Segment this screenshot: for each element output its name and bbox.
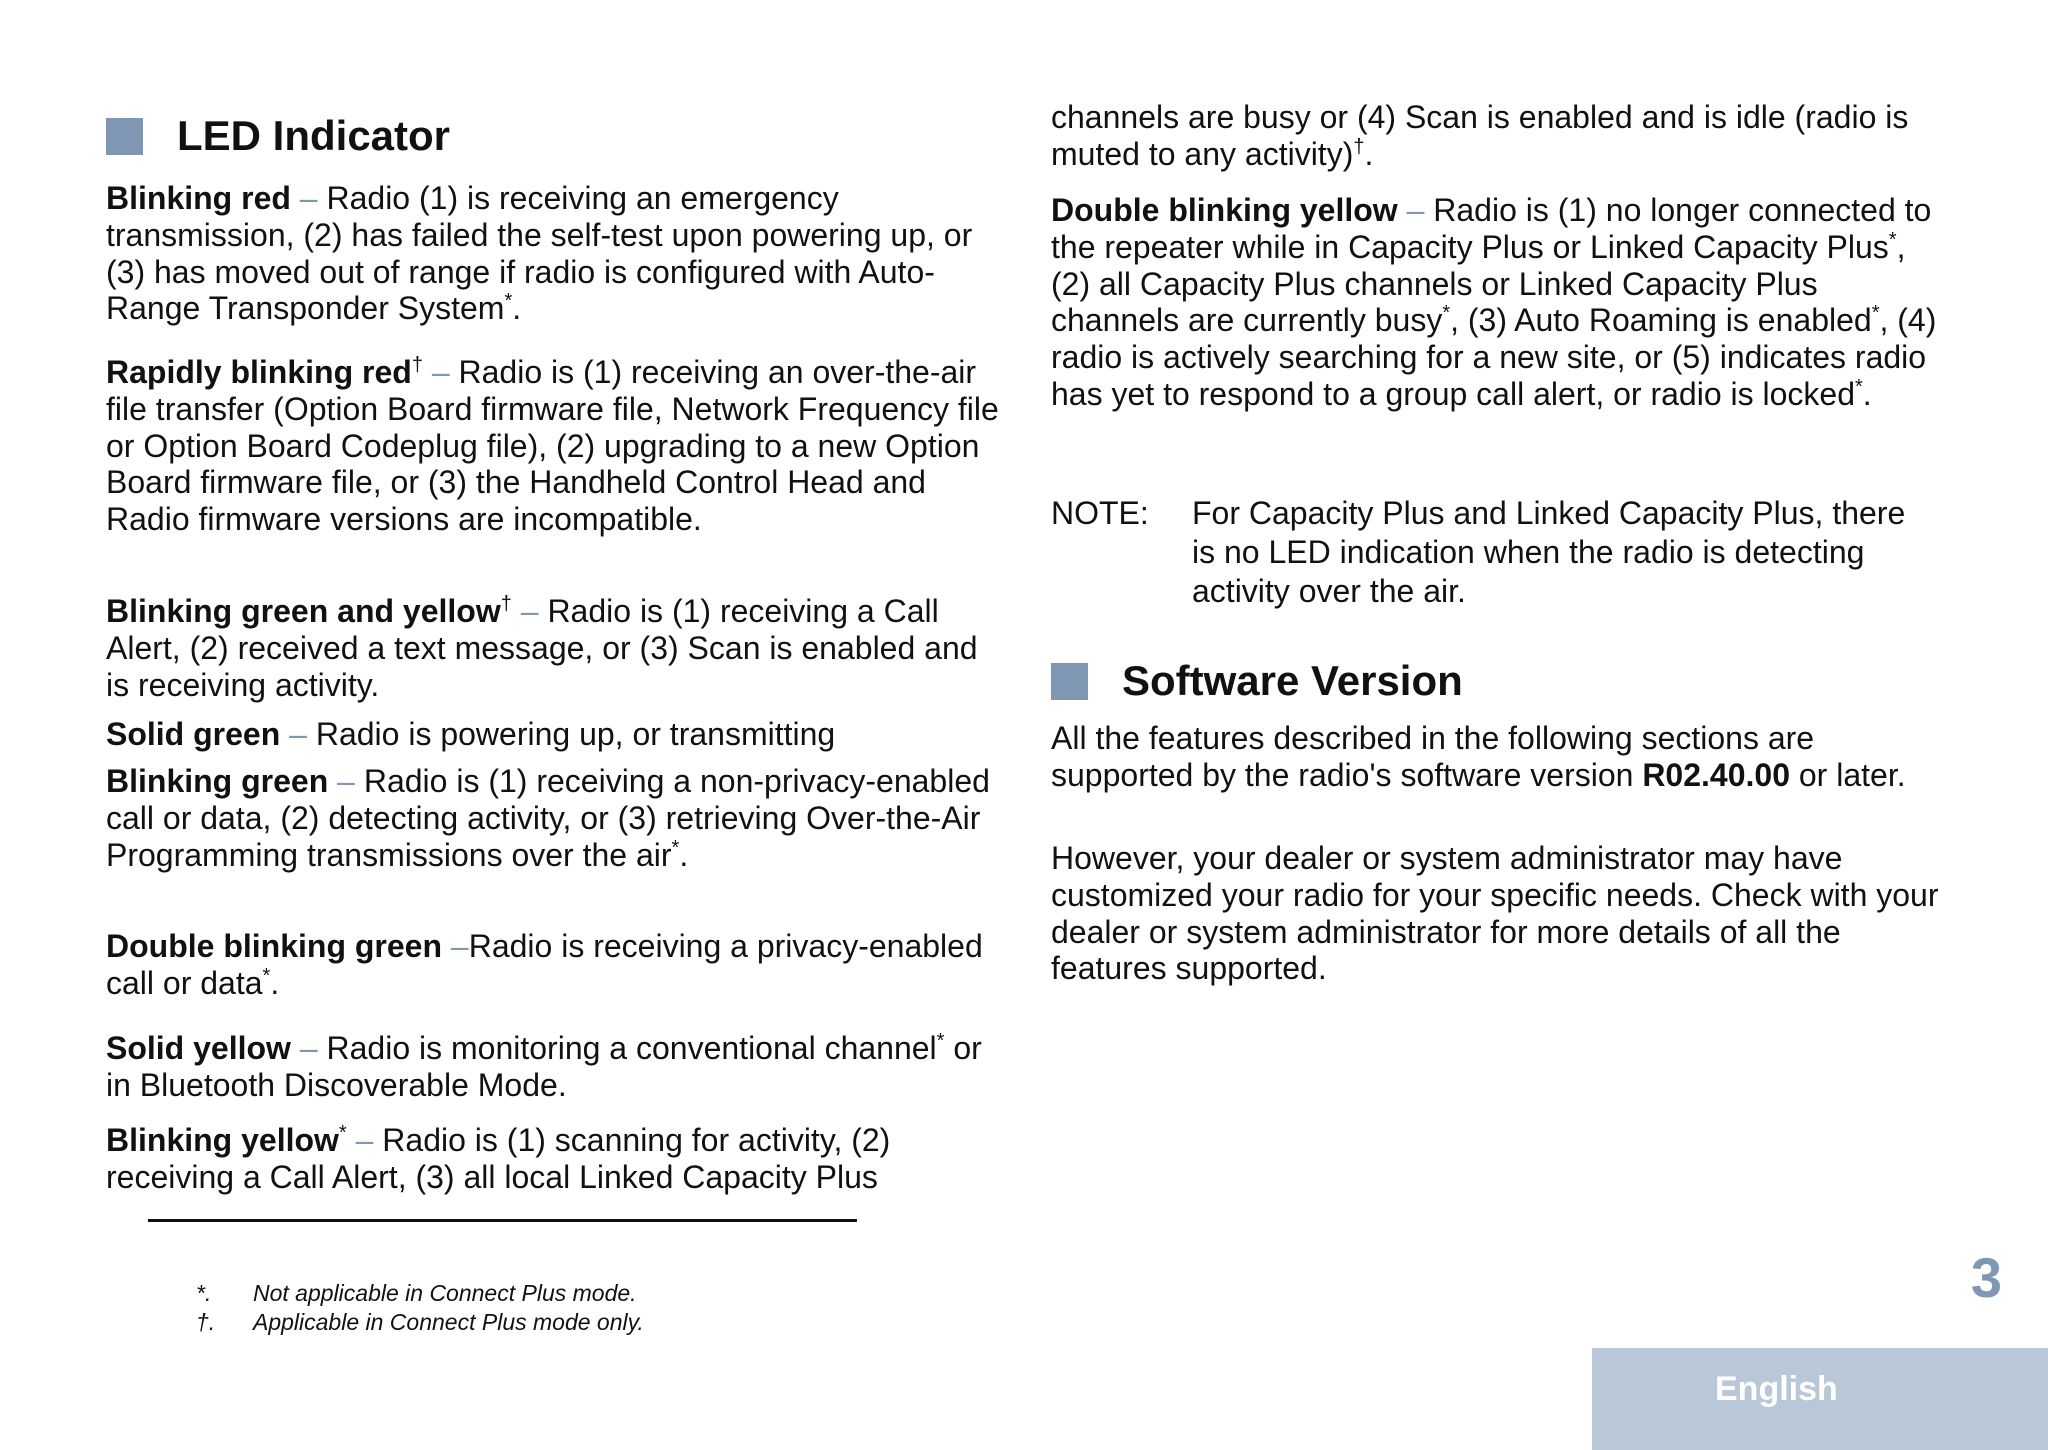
note-label: NOTE:	[1051, 495, 1149, 531]
led-indicator-heading	[106, 112, 450, 160]
software-version-heading	[1051, 657, 1463, 705]
led-entry-rapidly-blinking-red: Rapidly blinking red† – Radio is (1) receiving an over-the-air file transfer (Option Board firmware file, Network Frequency file or Option Board Codeplug file), (2) upgrading to a new Option Board firmware file, or (3) the Handheld Control Head and Radio firmware versions are incompatible.	[106, 354, 999, 538]
led-entry-double-blinking-yellow: Double blinking yellow – Radio is (1) no longer connected to the repeater while in Capacity Plus or Linked Capacity Plus*, (2) all Capacity Plus channels or Linked Capacity Plus channels are currently busy*, (3) Auto Roaming is enabled*, (4) radio is actively searching for a new site, or (5) indicates radio has yet to respond to a group call alert, or radio is locked*.	[1051, 192, 1937, 412]
note-text: For Capacity Plus and Linked Capacity Plus, there is no LED indication when the radio is detecting activity over the air.	[1192, 495, 1906, 609]
software-paragraph-2: However, your dealer or system administrator may have customized your radio for your specific needs. Check with your dealer or system administrator for more details of all the features supported.	[1051, 840, 1939, 987]
software-version-number: R02.40.00	[1642, 756, 1790, 793]
section-title: LED Indicator	[177, 112, 451, 159]
language-tab	[1592, 1348, 2048, 1450]
led-entry-blinking-yellow: Blinking yellow* – Radio is (1) scanning for activity, (2) receiving a Call Alert, (3) all local Linked Capacity Plus	[106, 1122, 891, 1195]
software-paragraph-1: All the features described in the following sections are supported by the radio's software version R02.40.00 or later.	[1051, 720, 1906, 793]
heading-square-icon	[1051, 663, 1088, 700]
led-entry-blinking-green-yellow: Blinking green and yellow† – Radio is (1) receiving a Call Alert, (2) received a text message, or (3) Scan is enabled and is receiving activity.	[106, 593, 978, 703]
page-number: 3	[1970, 1246, 2002, 1309]
led-entry-blinking-green: Blinking green – Radio is (1) receiving a non-privacy-enabled call or data, (2) detecting activity, or (3) retrieving Over-the-Air Programming transmissions over the air*.	[106, 763, 990, 873]
footnote-divider	[148, 1219, 857, 1222]
led-entry-blinking-red: Blinking red – Radio (1) is receiving an emergency transmission, (2) has failed the self-test upon powering up, or (3) has moved out of range if radio is configured with Auto-Range Transponder System*.	[106, 180, 973, 327]
led-entry-solid-green: Solid green – Radio is powering up, or transmitting	[106, 716, 836, 752]
section-title: Software Version	[1122, 657, 1463, 704]
language-label: English	[1715, 1370, 1838, 1408]
led-entry-double-blinking-green: Double blinking green –Radio is receiving a privacy-enabled call or data*.	[106, 928, 983, 1001]
led-entry-continued: channels are busy or (4) Scan is enabled and is idle (radio is muted to any activity)†.	[1051, 99, 1909, 172]
led-entry-solid-yellow: Solid yellow – Radio is monitoring a conventional channel* or in Bluetooth Discoverable Mode.	[106, 1030, 982, 1103]
heading-square-icon	[106, 118, 143, 155]
